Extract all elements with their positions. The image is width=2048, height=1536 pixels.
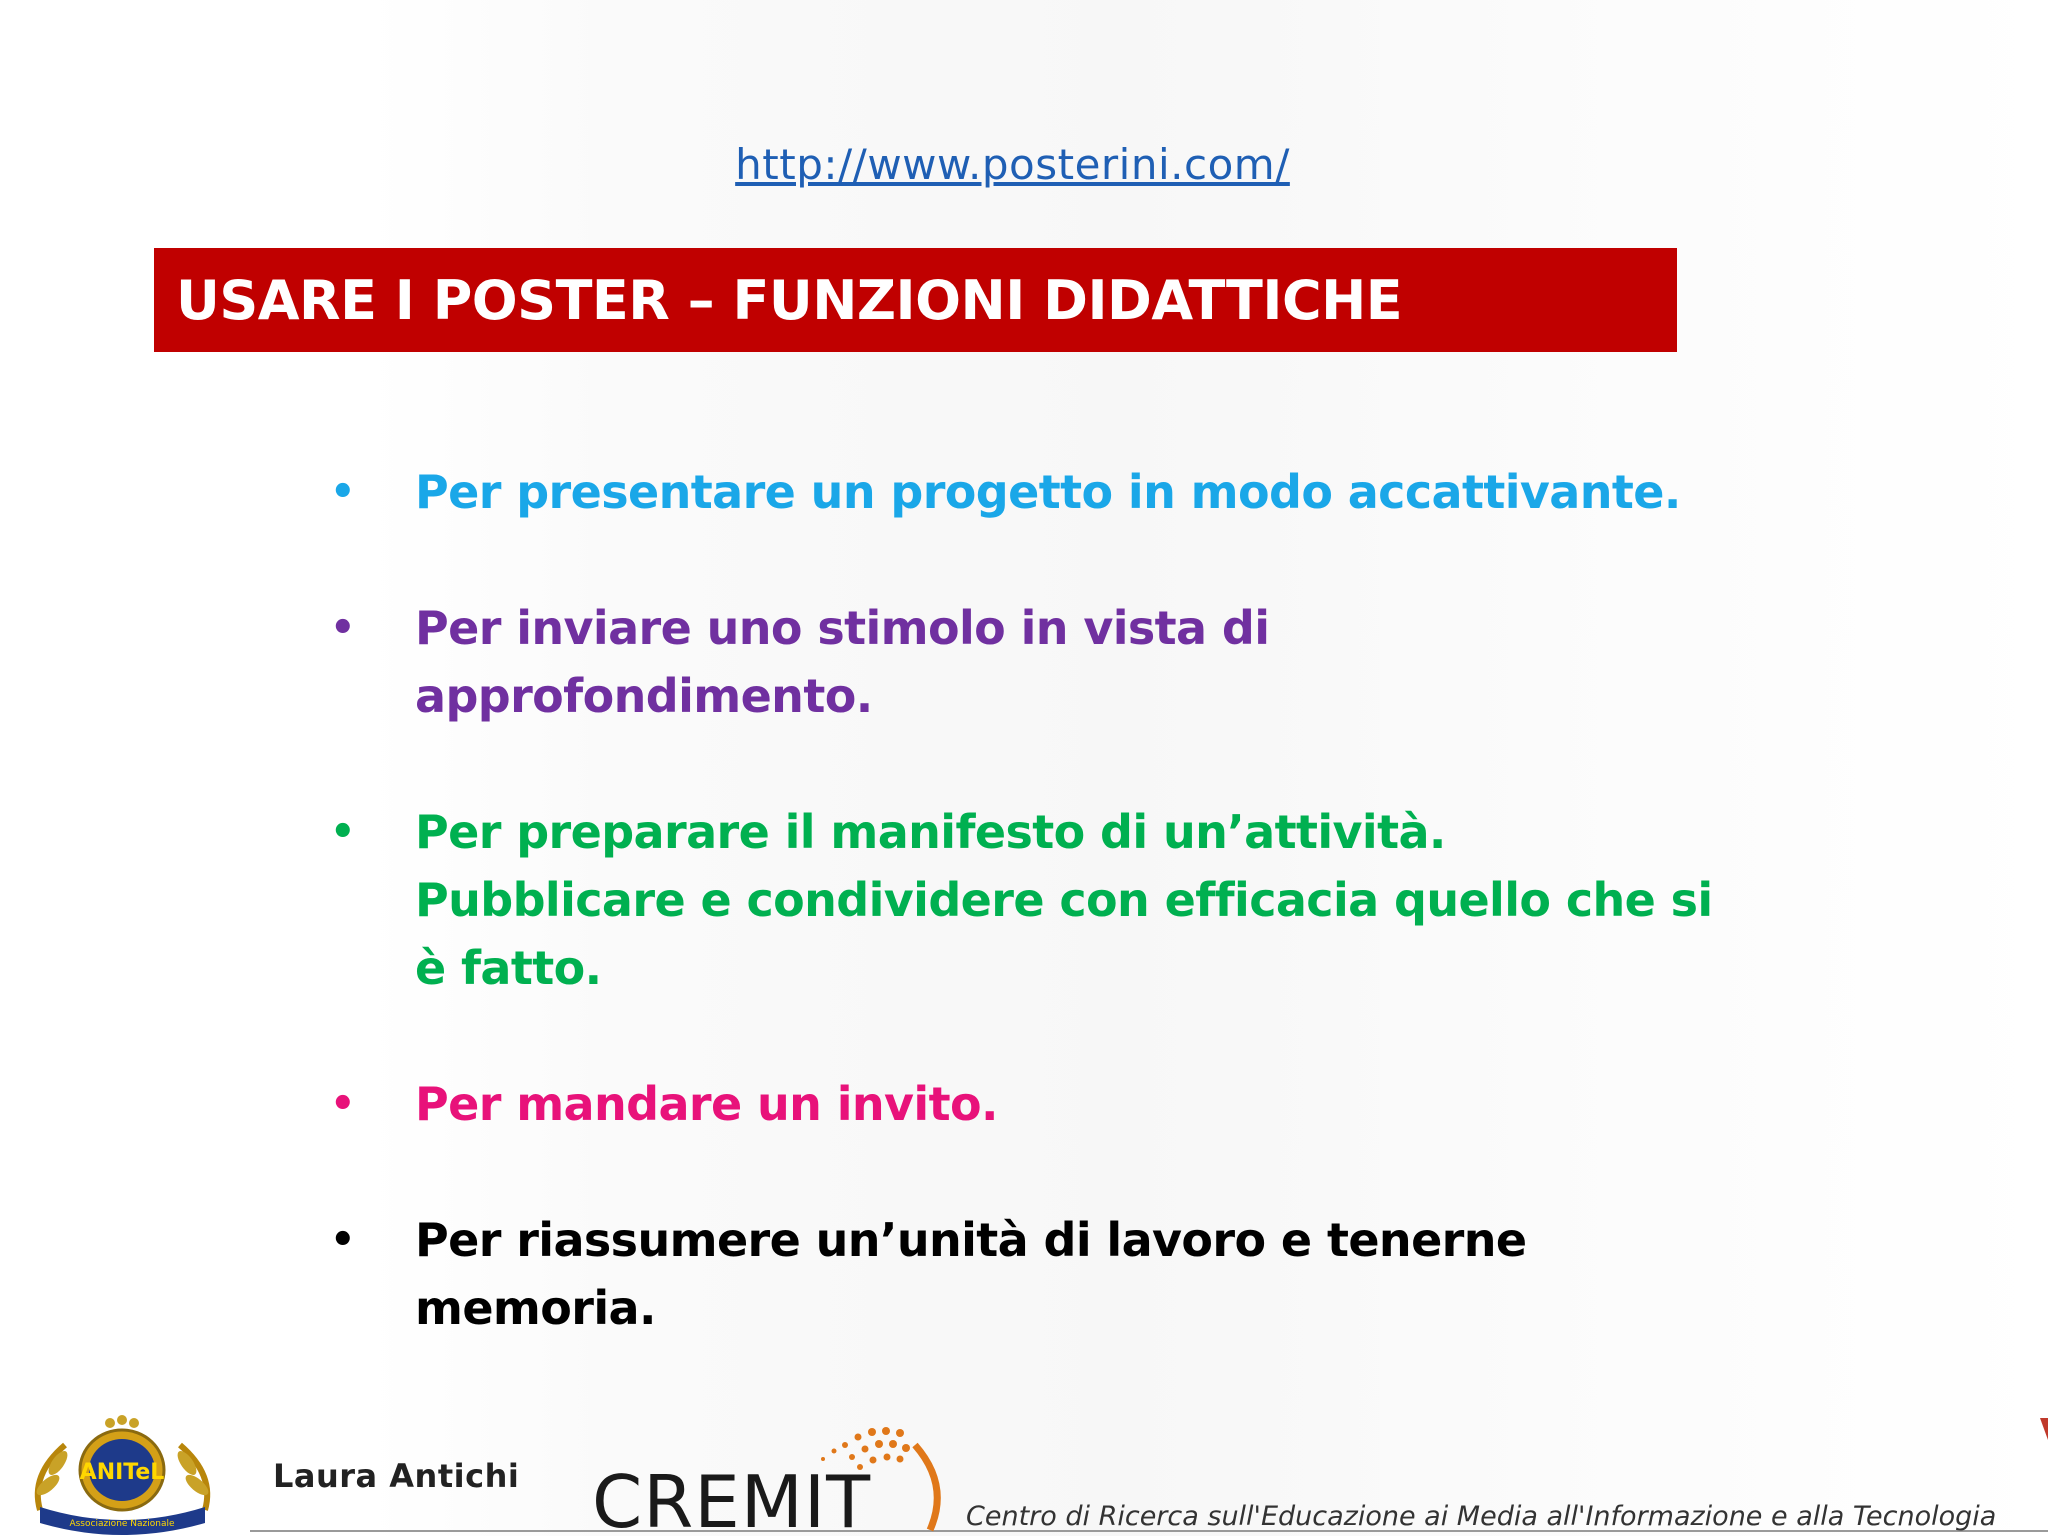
bullet-item-4 (330, 1070, 1730, 1138)
bullet-icon: • (330, 469, 355, 515)
bullet-item-1 (330, 458, 1730, 526)
cremit-logo-icon (590, 1415, 990, 1536)
bullet-text: Per riassumere un’unità di lavoro e tenerne memoria. (415, 1213, 1527, 1335)
bullet-text: Per preparare il manifesto di un’attività. Pubblicare e condividere con efficacia quello che si è fatto. (415, 805, 1713, 995)
bullet-icon: • (330, 809, 355, 855)
svg-text:ANITeL: ANITeL (79, 1460, 165, 1485)
anitel-logo-icon (10, 1415, 235, 1535)
footer (0, 1415, 2048, 1536)
svg-text:Associazione Nazionale: Associazione Nazionale (69, 1519, 175, 1529)
corner-accent-icon (2038, 1418, 2048, 1440)
bullet-icon: • (330, 605, 355, 651)
bullet-item-3 (330, 798, 1730, 1002)
bullet-icon: • (330, 1217, 355, 1263)
bullet-item-5 (330, 1206, 1730, 1342)
bullet-text: Per inviare uno stimolo in vista di approfondimento. (415, 601, 1270, 723)
author-name: Laura Antichi (273, 1457, 520, 1495)
title-bar (154, 248, 1677, 352)
bullet-text: Per presentare un progetto in modo accattivante. (415, 465, 1681, 519)
bullet-item-2 (330, 594, 1730, 730)
svg-text:CREMIT: CREMIT (592, 1460, 872, 1536)
cremit-tagline: Centro di Ricerca sull'Educazione ai Media all'Informazione e alla Tecnologia (966, 1501, 1997, 1532)
slide-title: USARE I POSTER – FUNZIONI DIDATTICHE (176, 268, 1403, 332)
bullet-icon: • (330, 1081, 355, 1127)
bullet-text: Per mandare un invito. (415, 1077, 998, 1131)
bullet-list (330, 458, 1730, 1410)
posterini-link[interactable]: http://www.posterini.com/ (735, 140, 1290, 189)
